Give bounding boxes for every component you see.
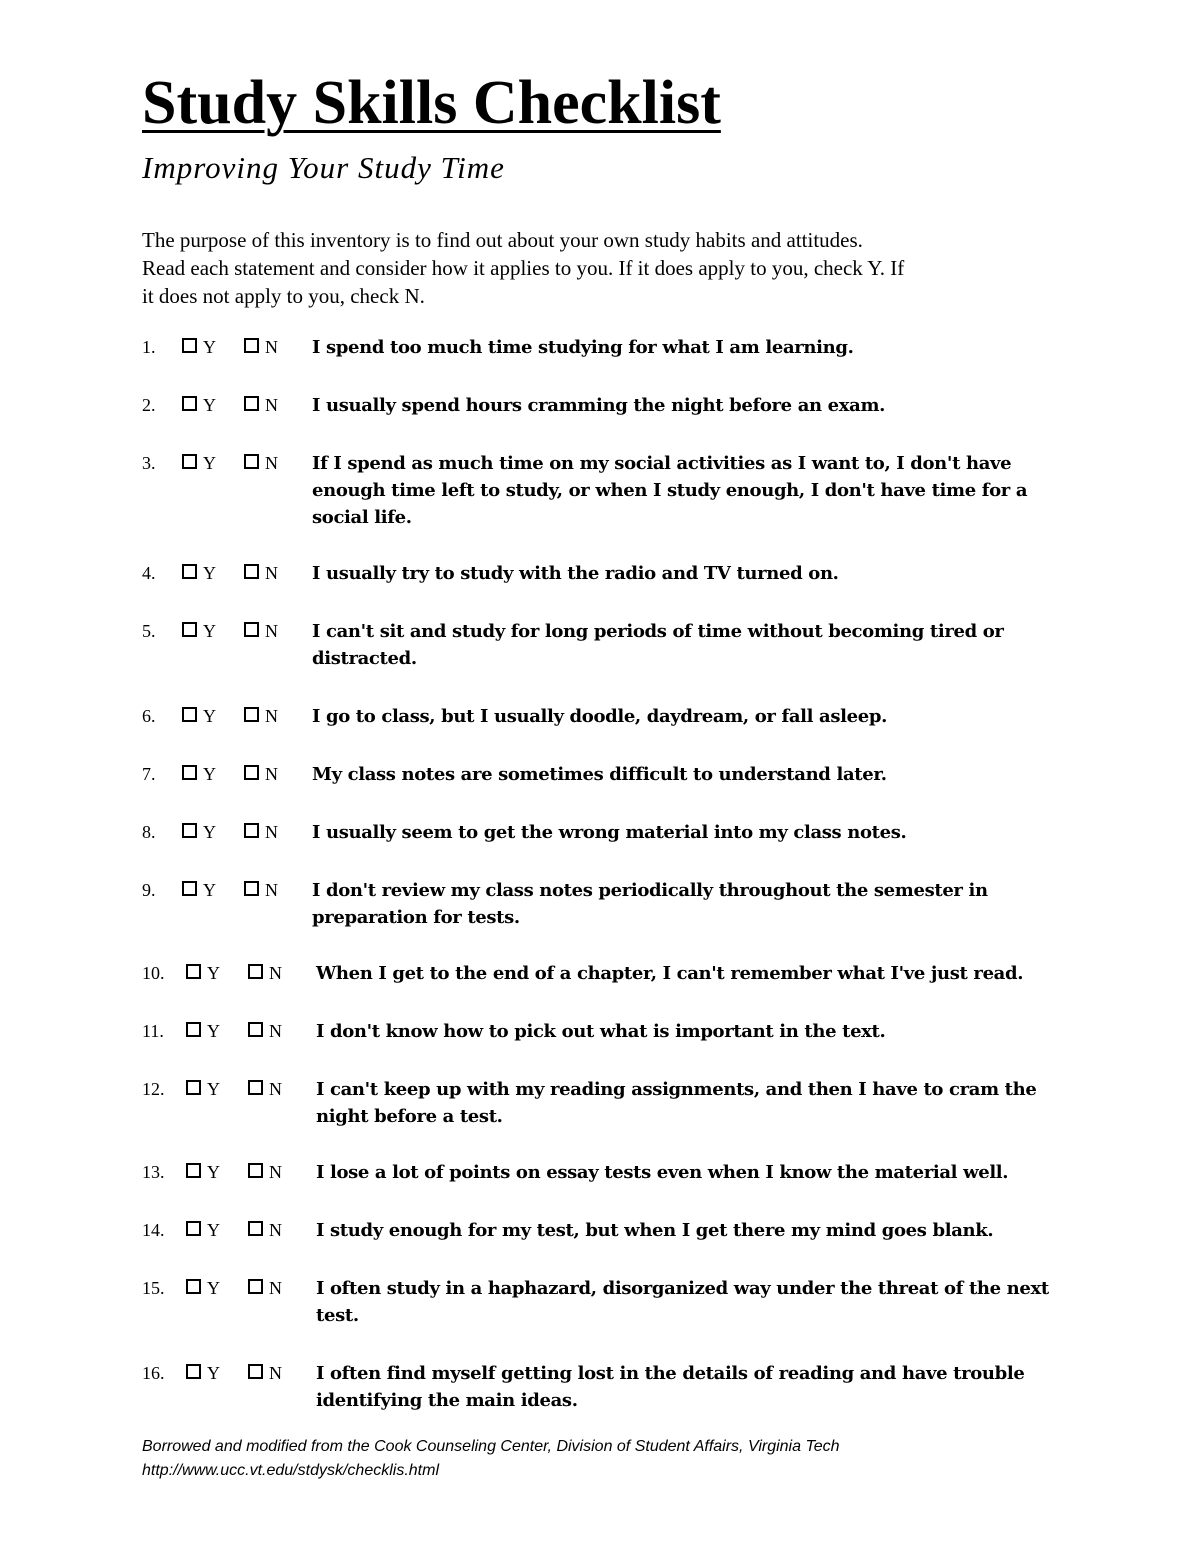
no-label: N [265, 621, 278, 641]
item-statement: My class notes are sometimes difficult to understand later. [312, 764, 887, 785]
yes-option[interactable] [182, 392, 244, 419]
checklist [142, 334, 1072, 1414]
yes-option[interactable] [182, 703, 244, 730]
checklist-item [142, 761, 1072, 788]
yes-option[interactable] [182, 560, 244, 587]
yes-label: Y [203, 822, 216, 842]
yes-option[interactable] [182, 761, 244, 788]
no-label: N [269, 1021, 282, 1041]
item-number: 14. [142, 1220, 165, 1240]
checkbox-icon[interactable] [248, 964, 263, 979]
checkbox-icon[interactable] [182, 396, 197, 411]
item-statement: I don't review my class notes periodically throughout the semester in preparation for tests. [312, 880, 988, 928]
item-statement: I often find myself getting lost in the details of reading and have trouble identifying the main ideas. [316, 1363, 1025, 1411]
no-label: N [269, 1363, 282, 1383]
checklist-item [142, 960, 1072, 987]
checklist-item [142, 392, 1072, 419]
footer-credit: Borrowed and modified from the Cook Counseling Center, Division of Student Affairs, Virginia Tech [142, 1438, 840, 1455]
item-number: 7. [142, 764, 156, 784]
checklist-item [142, 334, 1072, 361]
item-number: 16. [142, 1363, 165, 1383]
item-number: 10. [142, 963, 165, 983]
item-statement: I often study in a haphazard, disorganized way under the threat of the next test. [316, 1278, 1049, 1326]
no-option[interactable] [244, 560, 306, 587]
item-statement: I usually spend hours cramming the night before an exam. [312, 395, 886, 416]
checkbox-icon[interactable] [182, 765, 197, 780]
no-label: N [265, 395, 278, 415]
no-label: N [269, 1079, 282, 1099]
checklist-item [142, 1159, 1072, 1186]
item-number: 3. [142, 453, 156, 473]
checkbox-icon[interactable] [186, 1364, 201, 1379]
checklist-item [142, 877, 1072, 931]
no-label: N [269, 1220, 282, 1240]
yes-option[interactable] [182, 334, 244, 361]
item-number: 4. [142, 563, 156, 583]
yes-label: Y [203, 621, 216, 641]
checkbox-icon[interactable] [186, 1163, 201, 1178]
item-number: 6. [142, 706, 156, 726]
yes-label: Y [203, 880, 216, 900]
yes-option[interactable] [186, 1275, 248, 1302]
checkbox-icon[interactable] [186, 1279, 201, 1294]
yes-label: Y [207, 1021, 220, 1041]
checkbox-icon[interactable] [244, 454, 259, 469]
yes-label: Y [203, 453, 216, 473]
yes-option[interactable] [186, 1076, 248, 1103]
checkbox-icon[interactable] [248, 1163, 263, 1178]
no-option[interactable] [248, 1217, 310, 1244]
checkbox-icon[interactable] [182, 881, 197, 896]
no-option[interactable] [244, 392, 306, 419]
checkbox-icon[interactable] [248, 1279, 263, 1294]
item-number: 13. [142, 1162, 165, 1182]
yes-label: Y [207, 1162, 220, 1182]
yes-label: Y [207, 1363, 220, 1383]
footer-url: http://www.ucc.vt.edu/stdysk/checklis.html [142, 1462, 439, 1479]
checkbox-icon[interactable] [182, 823, 197, 838]
no-option[interactable] [244, 334, 306, 361]
no-option[interactable] [248, 1360, 310, 1387]
no-option[interactable] [244, 819, 306, 846]
item-statement: I can't keep up with my reading assignments, and then I have to cram the night before a test. [316, 1079, 1037, 1127]
checkbox-icon[interactable] [244, 881, 259, 896]
checkbox-icon[interactable] [248, 1080, 263, 1095]
checkbox-icon[interactable] [186, 1080, 201, 1095]
item-statement: I don't know how to pick out what is important in the text. [316, 1021, 886, 1042]
footer [142, 1435, 840, 1483]
yes-option[interactable] [186, 1018, 248, 1045]
page-subtitle: Improving Your Study Time [142, 150, 505, 185]
yes-option[interactable] [182, 618, 244, 645]
no-label: N [269, 963, 282, 983]
checkbox-icon[interactable] [186, 1221, 201, 1236]
intro-line: The purpose of this inventory is to find out about your own study habits and attitudes. [142, 228, 863, 252]
no-option[interactable] [248, 1076, 310, 1103]
checklist-item [142, 560, 1072, 587]
item-statement: When I get to the end of a chapter, I can't remember what I've just read. [316, 963, 1024, 984]
item-statement: I usually seem to get the wrong material into my class notes. [312, 822, 907, 843]
yes-label: Y [207, 1079, 220, 1099]
item-number: 1. [142, 337, 156, 357]
yes-option[interactable] [182, 819, 244, 846]
checkbox-icon[interactable] [182, 622, 197, 637]
no-label: N [265, 337, 278, 357]
item-statement: If I spend as much time on my social activities as I want to, I don't have enough time left to study, or when I study enough, I don't have time for a social life. [312, 453, 1028, 528]
checkbox-icon[interactable] [248, 1022, 263, 1037]
checkbox-icon[interactable] [244, 622, 259, 637]
intro-line: it does not apply to you, check N. [142, 284, 425, 308]
yes-label: Y [207, 1220, 220, 1240]
item-statement: I lose a lot of points on essay tests even when I know the material well. [316, 1162, 1009, 1183]
no-option[interactable] [248, 1159, 310, 1186]
no-label: N [265, 706, 278, 726]
checklist-item [142, 450, 1072, 531]
no-option[interactable] [244, 450, 306, 477]
item-number: 9. [142, 880, 156, 900]
yes-option[interactable] [186, 1217, 248, 1244]
checkbox-icon[interactable] [248, 1221, 263, 1236]
yes-label: Y [203, 395, 216, 415]
item-number: 11. [142, 1021, 164, 1041]
yes-option[interactable] [186, 1159, 248, 1186]
item-statement: I spend too much time studying for what I am learning. [312, 337, 854, 358]
yes-option[interactable] [186, 960, 248, 987]
item-statement: I study enough for my test, but when I get there my mind goes blank. [316, 1220, 994, 1241]
yes-option[interactable] [182, 877, 244, 904]
item-statement: I go to class, but I usually doodle, daydream, or fall asleep. [312, 706, 887, 727]
checklist-item [142, 1018, 1072, 1045]
checklist-item [142, 703, 1072, 730]
no-label: N [265, 453, 278, 473]
item-number: 12. [142, 1079, 165, 1099]
no-label: N [265, 880, 278, 900]
yes-label: Y [203, 764, 216, 784]
checklist-item [142, 1275, 1072, 1329]
yes-label: Y [203, 337, 216, 357]
item-number: 8. [142, 822, 156, 842]
item-statement: I can't sit and study for long periods of time without becoming tired or distracted. [312, 621, 1004, 669]
no-label: N [265, 764, 278, 784]
checkbox-icon[interactable] [186, 964, 201, 979]
checklist-item [142, 819, 1072, 846]
item-number: 15. [142, 1278, 165, 1298]
checkbox-icon[interactable] [186, 1022, 201, 1037]
item-statement: I usually try to study with the radio and TV turned on. [312, 563, 839, 584]
yes-label: Y [203, 563, 216, 583]
checklist-item [142, 1360, 1072, 1414]
yes-option[interactable] [186, 1360, 248, 1387]
no-option[interactable] [244, 618, 306, 645]
no-option[interactable] [248, 1018, 310, 1045]
no-label: N [269, 1162, 282, 1182]
checkbox-icon[interactable] [182, 564, 197, 579]
intro-paragraph [142, 226, 1062, 310]
checkbox-icon[interactable] [244, 338, 259, 353]
item-number: 5. [142, 621, 156, 641]
checkbox-icon[interactable] [244, 564, 259, 579]
no-label: N [269, 1278, 282, 1298]
checklist-item [142, 618, 1072, 672]
checklist-item [142, 1217, 1072, 1244]
yes-label: Y [207, 1278, 220, 1298]
no-option[interactable] [244, 877, 306, 904]
no-option[interactable] [244, 703, 306, 730]
checklist-item [142, 1076, 1072, 1130]
no-label: N [265, 563, 278, 583]
item-number: 2. [142, 395, 156, 415]
checkbox-icon[interactable] [244, 823, 259, 838]
yes-label: Y [207, 963, 220, 983]
no-option[interactable] [244, 761, 306, 788]
checkbox-icon[interactable] [244, 765, 259, 780]
checkbox-icon[interactable] [248, 1364, 263, 1379]
checkbox-icon[interactable] [182, 338, 197, 353]
yes-option[interactable] [182, 450, 244, 477]
checkbox-icon[interactable] [182, 707, 197, 722]
checkbox-icon[interactable] [244, 396, 259, 411]
checkbox-icon[interactable] [244, 707, 259, 722]
page-title: Study Skills Checklist [142, 69, 721, 137]
intro-line: Read each statement and consider how it applies to you. If it does apply to you, check Y. If [142, 256, 905, 280]
no-option[interactable] [248, 1275, 310, 1302]
checkbox-icon[interactable] [182, 454, 197, 469]
document-page [142, 64, 1072, 1443]
yes-label: Y [203, 706, 216, 726]
no-label: N [265, 822, 278, 842]
no-option[interactable] [248, 960, 310, 987]
